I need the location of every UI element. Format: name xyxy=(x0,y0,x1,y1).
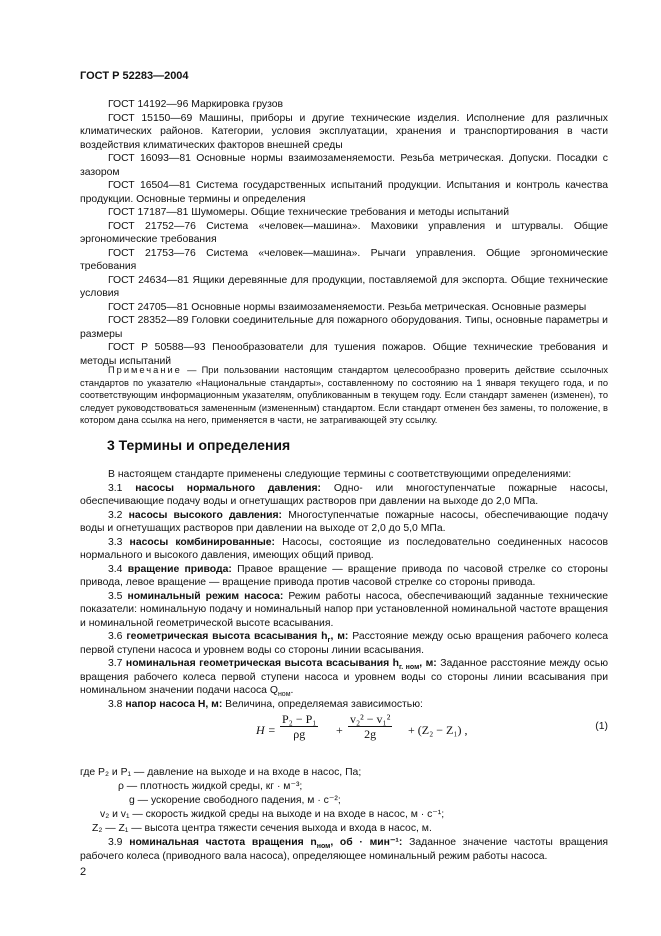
ref-item: ГОСТ 24705—81 Основные нормы взаимозаменяемости. Резьба метрическая. Основные размеры xyxy=(108,301,587,313)
term-name: напор насоса H, м: xyxy=(125,698,223,710)
ref-item: ГОСТ Р 50588—93 Пенообразователи для тушения пожаров. Общие технические требования и методы испытаний xyxy=(80,342,608,367)
ref-item: ГОСТ 21753—76 Система «человек—машина». Рычаги управления. Общие эргономические требования xyxy=(80,247,608,272)
term-item-3-9: 3.9 номинальная частота вращения $n_{ном}$, об · мин⁻¹: Заданное значение частоты вращения рабочего колеса (приводного вала насоса), определяющее номинальный режим работы насоса. xyxy=(80,837,609,862)
where-line: где P₂ и P₁ — давление на выходе и на входе в насос, Па; xyxy=(80,767,362,778)
term-item: 3.8 напор насоса H, м: Величина, определяемая зависимостью: xyxy=(108,698,423,710)
term-name: номинальная частота вращения n xyxy=(129,837,317,848)
term-item: 3.7 номинальная геометрическая высота всасывания $h_{г. ном}$, м: Заданное расстояние между осью вращения рабочего колеса первой ступени насоса и уровнем воды со стороны линии всасывания при номинальном значении подачи насоса $Q_{ном}$. xyxy=(80,658,609,699)
equation-number: (1) xyxy=(595,721,608,732)
ref-item: ГОСТ 14192—96 Маркировка грузов xyxy=(108,99,284,110)
term-item: 3.1 насосы нормального давления: Одно- или многоступенчатые пожарные насосы, обеспечивающие подачу воды и огнетушащих растворов при давлении на выходе до 2,0 МПа. xyxy=(80,482,608,507)
term-item: 3.6 геометрическая высота всасывания $h_г$, м: Расстояние между осью вращения рабочего колеса первой ступени насоса и уровнем воды со стороны линии всасывания. xyxy=(80,631,609,656)
term-name: вращение привода: xyxy=(127,563,232,575)
term-item: 3.4 вращение привода: Правое вращение — вращение привода по часовой стрелке со стороны привода, левое вращение — вращение привода против часовой стрелке со стороны привода. xyxy=(80,563,608,588)
ref-item: ГОСТ 15150—69 Машины, приборы и другие технические изделия. Исполнение для различных климатических районов. Категории, условия эксплуатации, хранения и транспортирования в части воздействия климатических факторов внешней среды xyxy=(80,112,608,151)
document-header: ГОСТ Р 52283—2004 xyxy=(80,70,189,82)
term-name: номинальный режим насоса: xyxy=(127,590,284,602)
term-item: 3.3 насосы комбинированные: Насосы, состоящие из последовательно соединенных насосов нормального и высокого давления, имеющих общий привод. xyxy=(80,536,608,561)
term-item: 3.2 насосы высокого давления: Многоступенчатые пожарные насосы, обеспечивающие подачу воды и огнетушащих растворов при давлении на выходе от 2,0 до 5,0 МПа. xyxy=(80,509,609,534)
formula-1: H = $\frac{\text{P₂ − P₁}}{\rho g}$ + $\frac{\text{v₂² − v₁²}}{2g}$ + (Z₂ − Z₁) , (1) xyxy=(256,712,608,741)
where-line: Z₂ — Z₁ — высота центра тяжести сечения выхода и входа в насос, м. xyxy=(92,823,432,834)
normative-references xyxy=(80,98,608,368)
formula-tail: + (Z₂ − Z₁) , xyxy=(408,723,468,737)
note-paragraph xyxy=(80,364,608,427)
terms-intro: В настоящем стандарте применены следующие термины с соответствующими определениями: xyxy=(108,469,572,480)
formula-lhs: H = xyxy=(256,723,276,737)
where-line: ρ — плотность жидкой среды, кг · м⁻³; xyxy=(118,781,303,792)
note-label: Примечание xyxy=(108,365,182,375)
note-text: — При пользовании настоящим стандартом целесообразно проверить действие ссылочных стандартов по указателю «Национальные стандарты», составленному по состоянию на 1 января текущего года, и по соответствующим информационным указателям, опубликованным в текущем году. Если стандарт заменен (изменен), то следует руководствоваться замененным (измененным) стандартом. Если стандарт отменен без замены, то положение, в котором дана ссылка на него, применяется в части, не затрагивающей эту ссылку. xyxy=(80,365,608,426)
ref-item: ГОСТ 17187—81 Шумомеры. Общие технические требования и методы испытаний xyxy=(108,207,510,218)
terms-list xyxy=(80,468,608,711)
ref-item: ГОСТ 16093—81 Основные нормы взаимозаменяемости. Резьба метрическая. Допуски. Посадки с зазором xyxy=(80,153,608,178)
fraction-velocity: $\frac{\text{v₂² − v₁²}}{2g}$ xyxy=(350,712,391,741)
ref-item: ГОСТ 21752—76 Система «человек—машина». Маховики управления и штурвалы. Общие эргономические требования xyxy=(80,220,608,245)
term-name: геометрическая высота всасывания h xyxy=(126,631,328,642)
fraction-pressure: $\frac{\text{P₂ − P₁}}{\rho g}$ xyxy=(282,712,317,741)
term-item: 3.5 номинальный режим насоса: Режим работы насоса, обеспечивающий заданные технические показатели: номинальную подачу и номинальный напор при установленной номинальной частоте вращения и номинальной геометрической высоте всасывания. xyxy=(80,590,608,629)
term-name: насосы нормального давления: xyxy=(135,482,321,494)
ref-item: ГОСТ 24634—81 Ящики деревянные для продукции, поставляемой для экспорта. Общие технические условия xyxy=(80,274,608,299)
section-title: 3 Термины и определения xyxy=(107,437,291,453)
term-name: насосы комбинированные: xyxy=(129,536,276,548)
ref-item: ГОСТ 28352—89 Головки соединительные для пожарного оборудования. Типы, основные параметры и размеры xyxy=(80,315,608,340)
where-line: v₂ и v₁ — скорость жидкой среды на выходе и на входе в насос, м · с⁻¹; xyxy=(100,809,445,820)
page-number: 2 xyxy=(80,866,87,878)
term-name: номинальная геометрическая высота всасывания h xyxy=(125,658,399,669)
ref-item: ГОСТ 16504—81 Система государственных испытаний продукции. Испытания и контроль качества продукции. Основные термины и определения xyxy=(80,180,608,205)
where-line: g — ускорение свободного падения, м · с⁻²; xyxy=(129,795,341,806)
term-name: насосы высокого давления: xyxy=(128,509,283,521)
